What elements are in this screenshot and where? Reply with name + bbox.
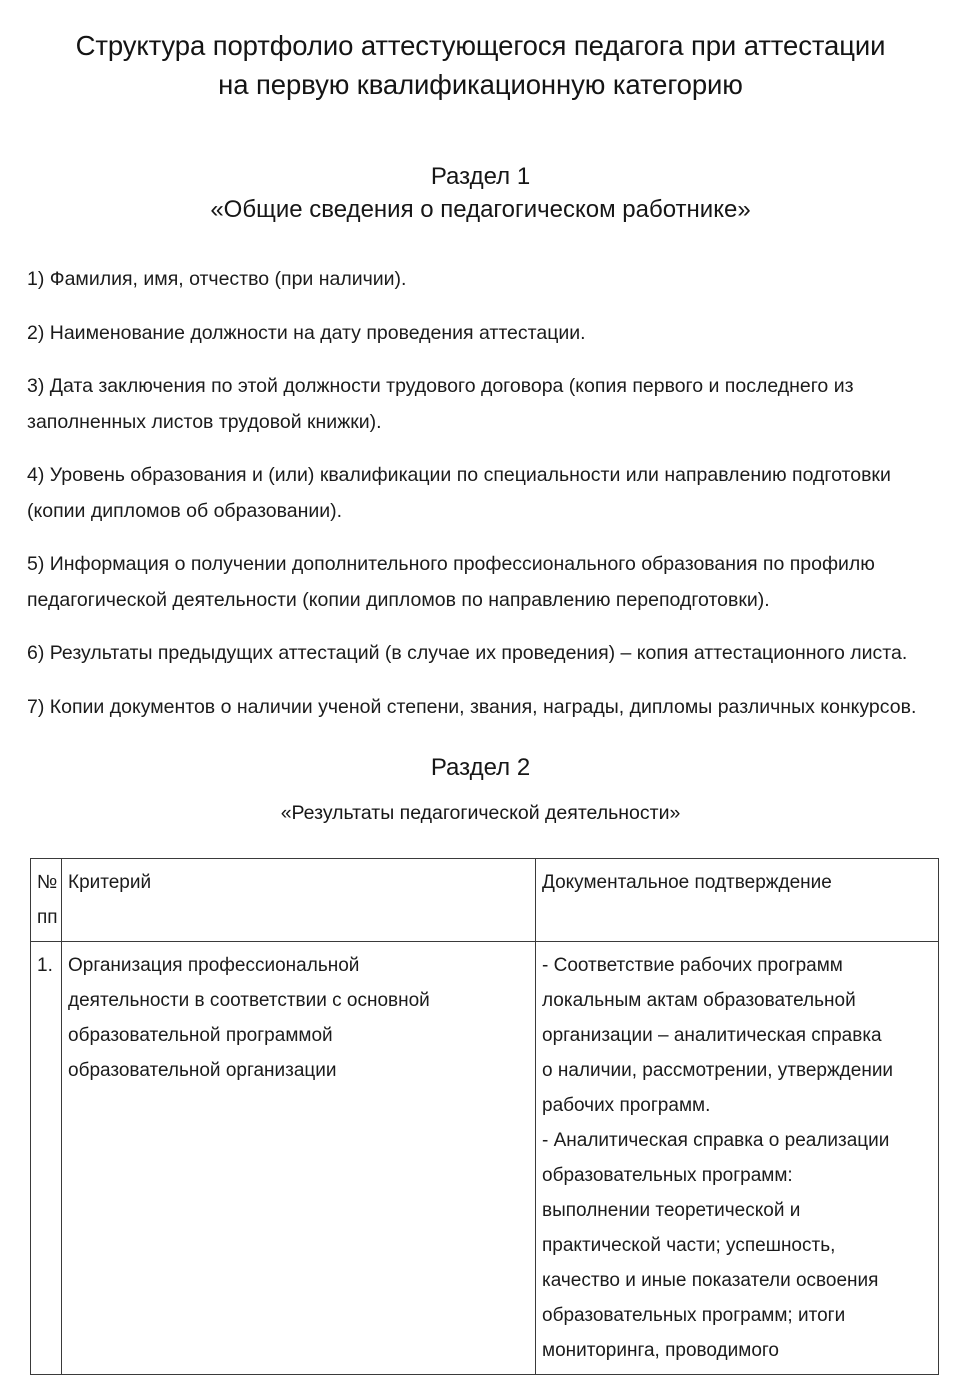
title-line-1: Структура портфолио аттестующегося педагога при аттестации (75, 30, 886, 61)
title-block (0, 0, 961, 104)
documentary-line: качество и иные показатели освоения (542, 1270, 879, 1291)
documentary-line: практической части; успешность, (542, 1235, 836, 1256)
criteria-table-wrap (0, 828, 961, 1375)
section-1-heading (0, 160, 961, 226)
section-2-heading-block (0, 725, 961, 828)
list-item: 2) Наименование должности на дату проведения аттестации. (27, 321, 586, 344)
documentary-line: выполнении теоретической и (542, 1200, 801, 1221)
table-cell-num: 1. (31, 942, 62, 1375)
table-header-criterion: Критерий (62, 859, 536, 942)
table-cell-criterion (62, 942, 536, 1375)
section-1-number: Раздел 1 (430, 163, 531, 190)
section-1-item-list (0, 226, 961, 725)
documentary-line: рабочих программ. (542, 1095, 711, 1116)
documentary-line: - Аналитическая справка о реализации (542, 1130, 890, 1151)
documentary-line: о наличии, рассмотрении, утверждении (542, 1060, 894, 1081)
page-title (0, 26, 961, 104)
section-2-subtitle-wrap (0, 784, 961, 828)
list-item: 6) Результаты предыдущих аттестаций (в случае их проведения) – копия аттестационного листа. (27, 642, 908, 664)
list-item: 4) Уровень образования и (или) квалификации по специальности или направлению подготовки (копии дипломов об образовании). (27, 464, 891, 522)
criteria-table (30, 858, 939, 1375)
criterion-line: Организация профессиональной (68, 955, 360, 976)
list-item: 7) Копии документов о наличии ученой степени, звания, награды, дипломы различных конкурсов. (27, 695, 917, 718)
section-1-heading-block (0, 104, 961, 226)
section-2-subtitle: «Результаты педагогической деятельности» (280, 802, 681, 824)
section-1-subtitle: «Общие сведения о педагогическом работнике» (210, 196, 751, 223)
criterion-line: образовательной организации (68, 1060, 337, 1081)
list-item: 3) Дата заключения по этой должности трудового договора (копия первого и последнего из заполненных листов трудовой книжки). (27, 375, 854, 433)
table-row (31, 942, 939, 1375)
criterion-line: образовательной программой (68, 1025, 333, 1046)
list-item: 5) Информация о получении дополнительного профессионального образования по профилю педагогической деятельности (копии дипломов по направлению переподготовки). (27, 553, 875, 611)
title-line-2: на первую квалификационную категорию (218, 69, 743, 100)
list-item: 1) Фамилия, имя, отчество (при наличии). (27, 268, 407, 290)
table-cell-documentary (536, 942, 939, 1375)
table-header-num-line2: пп (37, 907, 58, 928)
table-header-row (31, 859, 939, 942)
documentary-line: локальным актам образовательной (542, 990, 856, 1011)
table-header-documentary: Документальное подтверждение (536, 859, 939, 942)
documentary-line: - Соответствие рабочих программ (542, 955, 843, 976)
table-header-num (31, 859, 62, 942)
section-2-number: Раздел 2 (430, 754, 531, 781)
table-header-num-line1: № (37, 872, 58, 893)
criterion-line: деятельности в соответствии с основной (68, 990, 430, 1011)
documentary-line: образовательных программ; итоги (542, 1305, 846, 1326)
documentary-line: мониторинга, проводимого (542, 1340, 779, 1361)
documentary-line: образовательных программ: (542, 1165, 793, 1186)
documentary-line: организации – аналитическая справка (542, 1025, 882, 1046)
